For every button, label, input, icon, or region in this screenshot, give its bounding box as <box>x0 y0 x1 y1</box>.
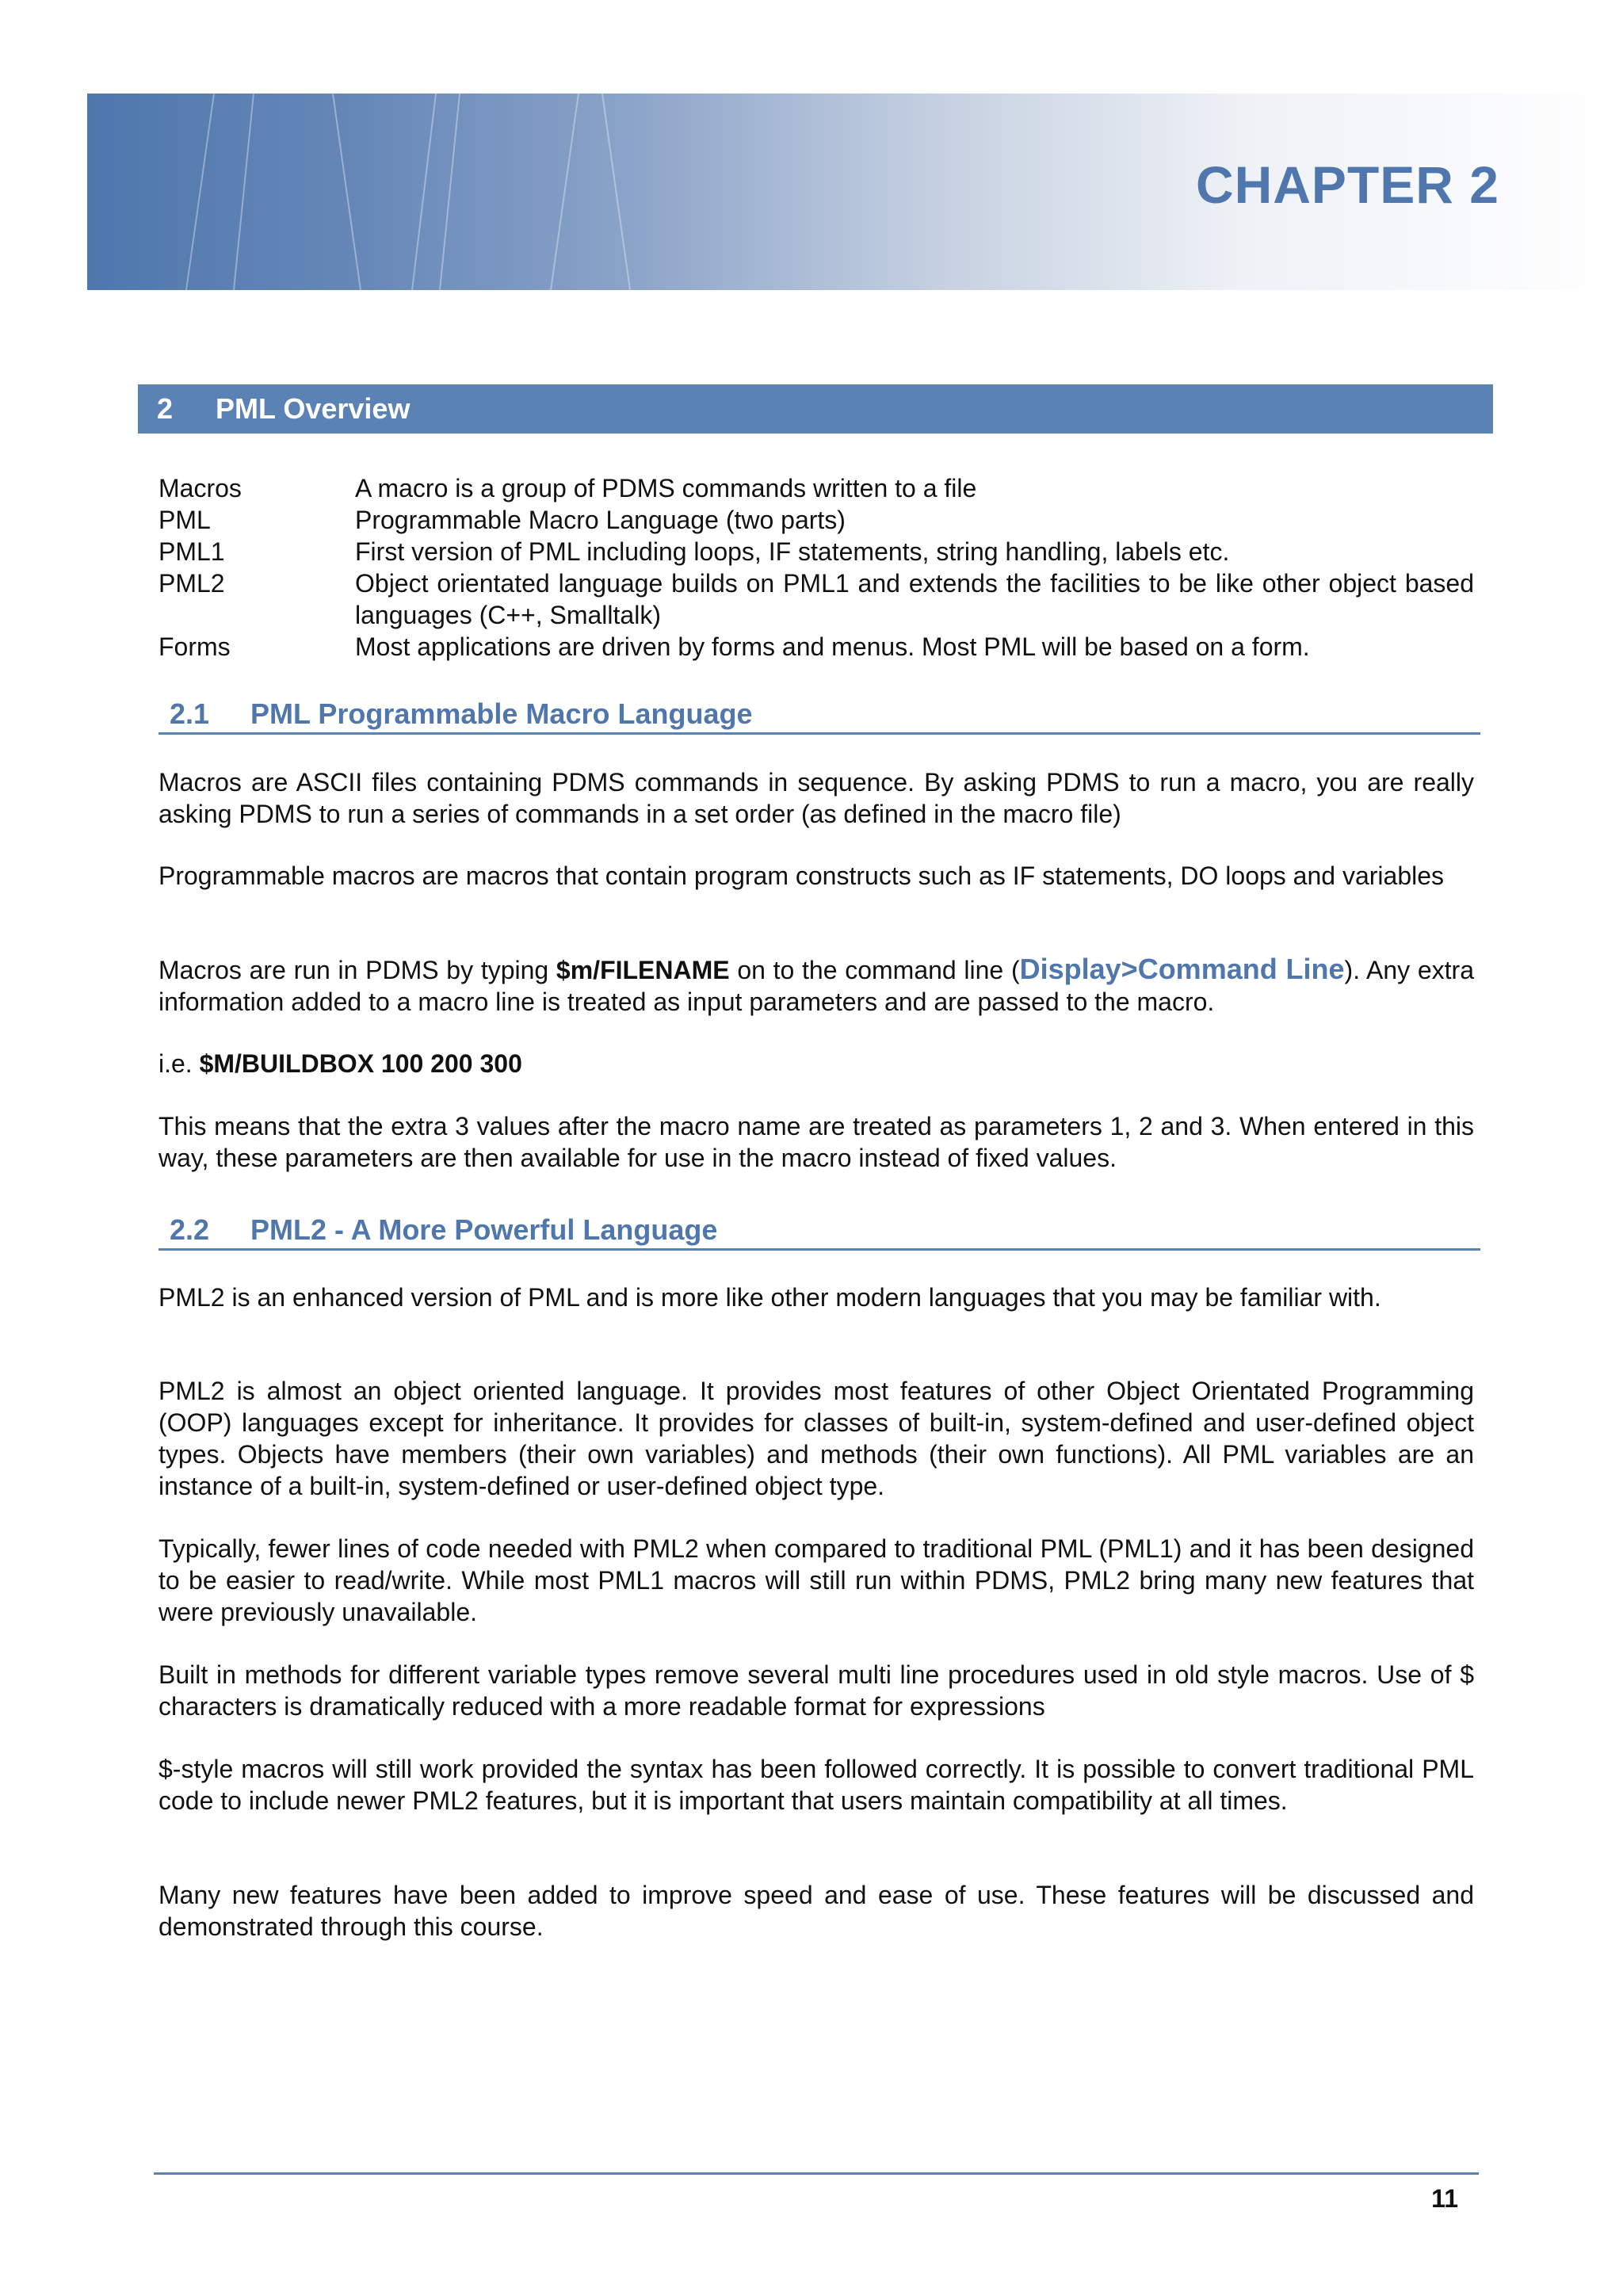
subsection-heading-2-2 <box>158 1204 1480 1251</box>
definition-row <box>158 504 1474 536</box>
text-run: on to the command line ( <box>729 956 1020 984</box>
definition-row <box>158 472 1474 504</box>
paragraph: This means that the extra 3 values after the macro name are treated as parameters 1, 2 and 3. When entered in this way, these parameters are then available for use in the macro instead of fixed values. <box>158 1112 1474 1172</box>
subsection-number: 2.2 <box>170 1213 210 1246</box>
paragraph: Macros are ASCII files containing PDMS commands in sequence. By asking PDMS to run a macro, you are really asking PDMS to run a series of commands in a set order (as defined in the macro file) <box>158 768 1474 828</box>
definition-term: PML2 <box>158 569 225 598</box>
definition-desc: First version of PML including loops, IF statements, string handling, labels etc. <box>355 537 1230 566</box>
definition-term: Macros <box>158 474 242 502</box>
section-title: PML Overview <box>216 392 411 425</box>
subsection-title: PML2 - A More Powerful Language <box>250 1213 718 1246</box>
definition-desc: Programmable Macro Language (two parts) <box>355 506 846 534</box>
section-number: 2 <box>157 392 174 425</box>
definition-row <box>158 631 1474 663</box>
chapter-title: CHAPTER 2 <box>1195 155 1499 214</box>
paragraph-run-macro <box>158 953 1474 1018</box>
definition-term: Forms <box>158 632 231 661</box>
subsection-title: PML Programmable Macro Language <box>250 697 753 730</box>
text-run: Macros are run in PDMS by typing <box>158 956 556 984</box>
page-number: 11 <box>1431 2184 1458 2213</box>
example-line <box>158 1048 1474 1079</box>
paragraph: $-style macros will still work provided the syntax has been followed correctly. It is possible to convert traditional PML code to include newer PML2 features, but it is important that users maintain compatibility at all times. <box>158 1755 1474 1815</box>
example-prefix: i.e. <box>158 1049 200 1078</box>
definition-row <box>158 567 1474 631</box>
text-run: ). Any extra information added to a macro line is treated as input parameters and are passed to the macro. <box>158 956 1475 1016</box>
definition-desc: Object orientated language builds on PML1 and extends the facilities to be like other object based languages (C++, Smalltalk) <box>355 569 1474 629</box>
example-command: $M/BUILDBOX 100 200 300 <box>199 1049 522 1078</box>
subsection-heading-2-1 <box>158 688 1480 735</box>
section-heading <box>138 384 1493 434</box>
subsection-number: 2.1 <box>170 697 210 730</box>
paragraph: PML2 is almost an object oriented language. It provides most features of other Object Orientated Programming (OOP) languages except for inheritance. It provides for classes of built-in, system-defined and user-defined object types. Objects have members (their own variables) and methods (their own functions). All PML variables are an instance of a built-in, system-defined or user-defined object type. <box>158 1377 1474 1500</box>
definition-term: PML1 <box>158 537 225 566</box>
command-text: $m/FILENAME <box>556 956 730 984</box>
definition-desc: Most applications are driven by forms and menus. Most PML will be based on a form. <box>355 632 1310 661</box>
definition-row <box>158 536 1474 567</box>
definition-term: PML <box>158 506 211 534</box>
footer-rule <box>154 2172 1479 2175</box>
paragraph: Many new features have been added to improve speed and ease of use. These features will be discussed and demonstrated through this course. <box>158 1881 1474 1941</box>
paragraph: Typically, fewer lines of code needed with PML2 when compared to traditional PML (PML1) and it has been designed to be easier to read/write. While most PML1 macros will still run within PDMS, PML2 bring many new features that were previously unavailable. <box>158 1534 1474 1626</box>
definition-desc: A macro is a group of PDMS commands written to a file <box>355 474 977 502</box>
menu-path: Display>Command Line <box>1019 953 1345 985</box>
paragraph: Programmable macros are macros that contain program constructs such as IF statements, DO loops and variables <box>158 861 1445 890</box>
paragraph: Built in methods for different variable types remove several multi line procedures used in old style macros. Use of $ characters is dramatically reduced with a more readable format for expressions <box>158 1660 1474 1721</box>
definition-list <box>158 472 1474 663</box>
paragraph: PML2 is an enhanced version of PML and is more like other modern languages that you may be familiar with. <box>158 1283 1381 1312</box>
